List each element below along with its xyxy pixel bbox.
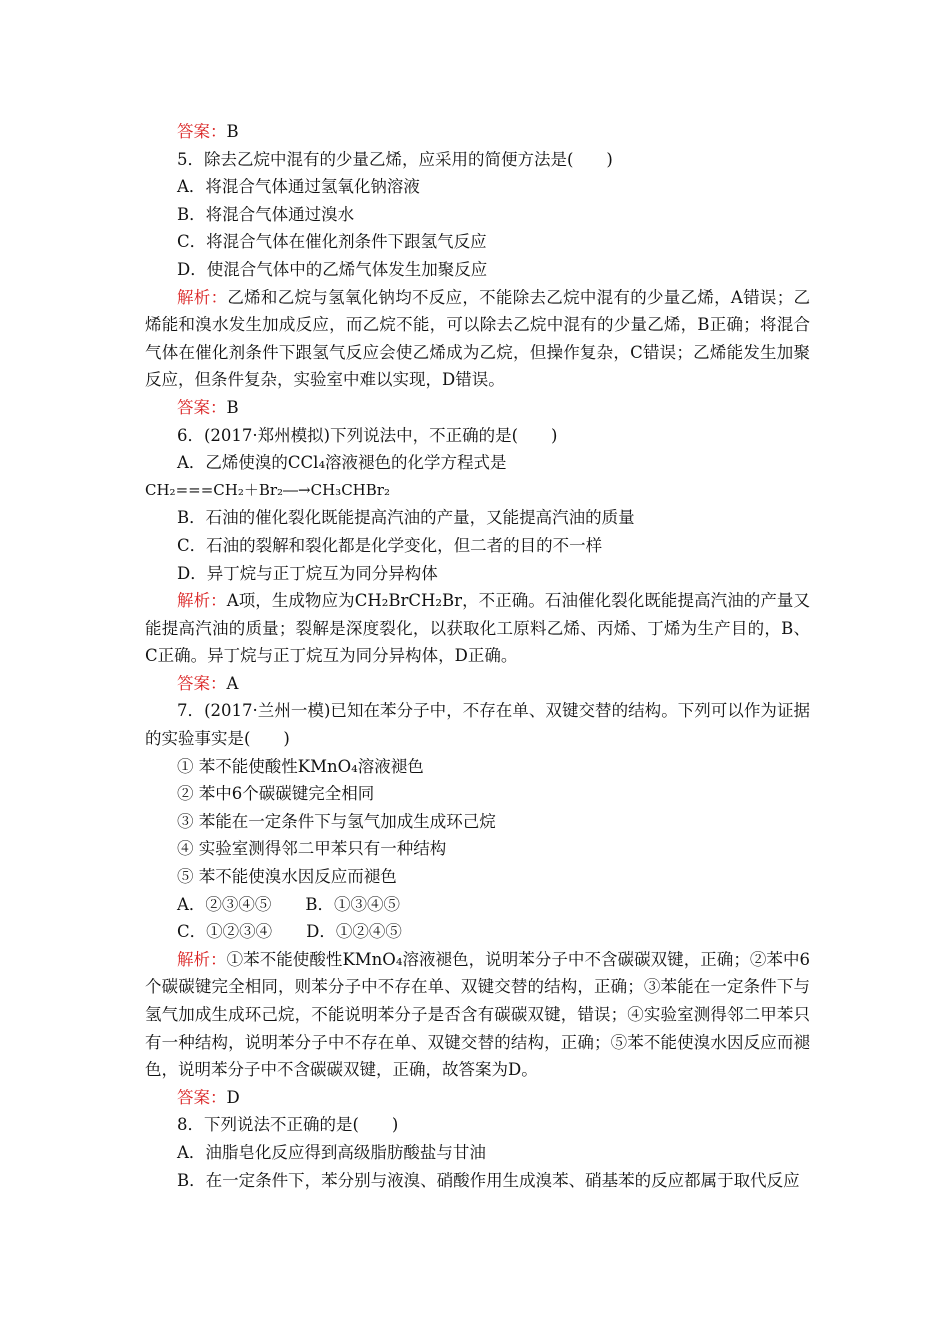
q5-answer (145, 394, 810, 422)
q7-option-d: D．①②④⑤ (306, 922, 402, 942)
answer-value: A (226, 673, 239, 693)
q7-item-2: ② 苯中6个碳碳键完全相同 (177, 784, 375, 804)
q7-options-cd (145, 918, 810, 946)
q7-item-3: ③ 苯能在一定条件下与氢气加成生成环己烷 (177, 811, 496, 831)
answer-label: 答案： (177, 122, 227, 141)
q6-option-b: B．石油的催化裂化既能提高汽油的产量，又能提高汽油的质量 (177, 508, 635, 528)
q8-option-b: B．在一定条件下，苯分别与液溴、硝酸作用生成溴苯、硝基苯的反应都属于取代反应 (177, 1170, 800, 1190)
analysis-text: ①苯不能使酸性KMnO₄溶液褪色，说明苯分子中不含碳碳双键，正确；②苯中6个碳碳键完全相同，则苯分子中不存在单、双键交替的结构，正确；③苯能在一定条件下与氢气加成生成环己烷，不能说明苯分子是否含有碳碳双键，错误；④实验室测得邻二甲苯只有一种结构，说明苯分子中不存在单、双键交替的结构，正确；⑤苯不能使溴水因反应而褪色，说明苯分子中不含碳碳双键，正确，故答案为D。 (145, 949, 810, 1080)
q6-option-a: A．乙烯使溴的CCl₄溶液褪色的化学方程式是 (177, 453, 507, 473)
analysis-text: A项，生成物应为CH₂BrCH₂Br，不正确。石油催化裂化既能提高汽油的产量又能提高汽油的质量；裂解是深度裂化，以获取化工原料乙烯、丙烯、丁烯为生产目的，B、C正确。异丁烷与正丁烷互为同分异构体，D正确。 (145, 591, 810, 666)
answer-value: B (226, 122, 239, 141)
q5-option-a: A．将混合气体通过氢氧化钠溶液 (177, 177, 420, 197)
q7-answer (145, 1084, 810, 1112)
question-5-stem: 5．除去乙烷中混有的少量乙烯，应采用的简便方法是( ) (177, 149, 613, 169)
q7-option-a: A．②③④⑤ (177, 894, 272, 914)
answer-label: 答案： (177, 673, 227, 693)
q7-item-5: ⑤ 苯不能使溴水因反应而褪色 (177, 867, 397, 887)
answer-value: B (226, 397, 239, 417)
question-6-stem: 6．(2017·郑州模拟)下列说法中，不正确的是( ) (177, 425, 558, 445)
q8-option-a: A．油脂皂化反应得到高级脂肪酸盐与甘油 (177, 1142, 486, 1162)
q5-analysis (145, 284, 810, 394)
q6-option-c: C．石油的裂解和裂化都是化学变化，但二者的目的不一样 (177, 535, 603, 555)
q7-option-b: B．①③④⑤ (305, 894, 401, 914)
q5-option-d: D．使混合气体中的乙烯气体发生加聚反应 (177, 259, 488, 279)
answer-line-q4 (145, 118, 810, 146)
analysis-label: 解析： (177, 287, 228, 307)
q7-analysis (145, 946, 810, 1084)
answer-label: 答案： (177, 1087, 227, 1107)
q6-analysis (145, 587, 810, 670)
answer-label: 答案： (177, 397, 227, 417)
analysis-text: 乙烯和乙烷与氢氧化钠均不反应，不能除去乙烷中混有的少量乙烯，A错误；乙烯能和溴水发生加成反应，而乙烷不能，可以除去乙烷中混有的少量乙烯，B正确；将混合气体在催化剂条件下跟氢气反应会使乙烯成为乙烷，但操作复杂，C错误；乙烯能发生加聚反应，但条件复杂，实验室中难以实现，D错误。 (145, 287, 810, 390)
q6-answer (145, 670, 810, 698)
answer-value: D (226, 1087, 240, 1107)
q6-equation: CH₂===CH₂＋Br₂―→CH₃CHBr₂ (145, 480, 390, 499)
q7-item-1: ① 苯不能使酸性KMnO₄溶液褪色 (177, 756, 424, 776)
question-7-stem: 7．(2017·兰州一模)已知在苯分子中，不存在单、双键交替的结构。下列可以作为证据的实验事实是( ) (145, 701, 810, 749)
question-8-stem: 8．下列说法不正确的是( ) (177, 1115, 399, 1135)
q5-option-b: B．将混合气体通过溴水 (177, 204, 355, 224)
q7-options-ab (145, 891, 810, 919)
q7-item-4: ④ 实验室测得邻二甲苯只有一种结构 (177, 839, 447, 859)
question-content (145, 118, 810, 1194)
q7-option-c: C．①②③④ (177, 922, 273, 942)
analysis-label: 解析： (177, 949, 227, 969)
q5-option-c: C．将混合气体在催化剂条件下跟氢气反应 (177, 232, 487, 252)
analysis-label: 解析： (177, 591, 227, 611)
q6-option-d: D．异丁烷与正丁烷互为同分异构体 (177, 563, 438, 583)
